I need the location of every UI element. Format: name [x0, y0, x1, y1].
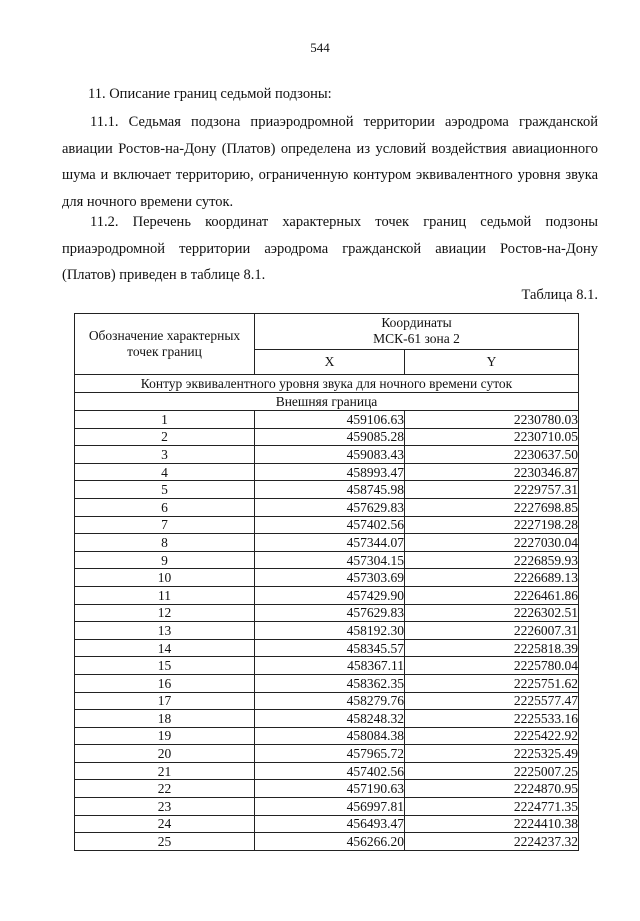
- y-coordinate: 2224410.38: [405, 815, 579, 833]
- table-row: [75, 604, 579, 622]
- point-number: 16: [75, 674, 255, 692]
- x-coordinate: 456997.81: [255, 798, 405, 816]
- table-row: [75, 534, 579, 552]
- x-coordinate: 456493.47: [255, 815, 405, 833]
- point-number: 25: [75, 833, 255, 851]
- y-coordinate: 2227698.85: [405, 498, 579, 516]
- point-number: 9: [75, 551, 255, 569]
- point-number: 11: [75, 586, 255, 604]
- header-points-text: Обозначение характерных точек границ: [88, 328, 241, 359]
- x-coordinate: 457965.72: [255, 745, 405, 763]
- x-coordinate: 458362.35: [255, 674, 405, 692]
- x-coordinate: 457402.56: [255, 516, 405, 534]
- x-coordinate: 458279.76: [255, 692, 405, 710]
- y-coordinate: 2225422.92: [405, 727, 579, 745]
- x-coordinate: 459085.28: [255, 428, 405, 446]
- point-number: 21: [75, 762, 255, 780]
- y-coordinate: 2224771.35: [405, 798, 579, 816]
- table-row: [75, 692, 579, 710]
- header-x: X: [255, 349, 405, 374]
- x-coordinate: 457629.83: [255, 604, 405, 622]
- table-row: [75, 657, 579, 675]
- y-coordinate: 2225533.16: [405, 710, 579, 728]
- y-coordinate: 2230710.05: [405, 428, 579, 446]
- y-coordinate: 2227030.04: [405, 534, 579, 552]
- x-coordinate: 458084.38: [255, 727, 405, 745]
- y-coordinate: 2225751.62: [405, 674, 579, 692]
- point-number: 22: [75, 780, 255, 798]
- contour-title: Контур эквивалентного уровня звука для ночного времени суток: [75, 375, 579, 393]
- x-coordinate: 458345.57: [255, 639, 405, 657]
- y-coordinate: 2225007.25: [405, 762, 579, 780]
- table-row: [75, 710, 579, 728]
- point-number: 19: [75, 727, 255, 745]
- y-coordinate: 2230780.03: [405, 411, 579, 429]
- table-row: [75, 463, 579, 481]
- point-number: 18: [75, 710, 255, 728]
- coordinates-table: [74, 313, 579, 851]
- y-coordinate: 2229757.31: [405, 481, 579, 499]
- point-number: 8: [75, 534, 255, 552]
- point-number: 4: [75, 463, 255, 481]
- paragraph-11-1: [62, 109, 598, 215]
- table-row: [75, 762, 579, 780]
- table-row: [75, 481, 579, 499]
- paragraph-11-2: [62, 209, 598, 289]
- y-coordinate: 2226007.31: [405, 622, 579, 640]
- y-coordinate: 2225325.49: [405, 745, 579, 763]
- table-row: [75, 780, 579, 798]
- x-coordinate: 457402.56: [255, 762, 405, 780]
- y-coordinate: 2226302.51: [405, 604, 579, 622]
- point-number: 7: [75, 516, 255, 534]
- table-row: [75, 727, 579, 745]
- point-number: 5: [75, 481, 255, 499]
- page-number: 544: [310, 40, 330, 55]
- point-number: 2: [75, 428, 255, 446]
- table-row: [75, 833, 579, 851]
- x-coordinate: 457429.90: [255, 586, 405, 604]
- y-coordinate: 2225577.47: [405, 692, 579, 710]
- y-coordinate: 2230346.87: [405, 463, 579, 481]
- point-number: 17: [75, 692, 255, 710]
- table-row: [75, 411, 579, 429]
- section-heading: 11. Описание границ седьмой подзоны:: [88, 86, 332, 102]
- point-number: 10: [75, 569, 255, 587]
- header-coordinates-title: Координаты: [381, 315, 452, 331]
- x-coordinate: 459106.63: [255, 411, 405, 429]
- paragraph-11-1-text: 11.1. Седьмая подзона приаэродромной территории аэродрома гражданской авиации Ростов-на-Дону (Платов) определена из условий воздействия авиационного шума и включает территорию, ограниченную контуром эквивалентного уровня звука для ночного времени суток.: [62, 114, 598, 210]
- header-coordinates-system: МСК-61 зона 2: [373, 331, 460, 347]
- header-coordinates: [255, 314, 579, 350]
- y-coordinate: 2224870.95: [405, 780, 579, 798]
- header-y: Y: [405, 349, 579, 374]
- point-number: 23: [75, 798, 255, 816]
- y-coordinate: 2227198.28: [405, 516, 579, 534]
- table-row: [75, 446, 579, 464]
- table-row: [75, 551, 579, 569]
- point-number: 1: [75, 411, 255, 429]
- x-coordinate: 457629.83: [255, 498, 405, 516]
- y-coordinate: 2226859.93: [405, 551, 579, 569]
- point-number: 20: [75, 745, 255, 763]
- y-coordinate: 2225780.04: [405, 657, 579, 675]
- table-row: [75, 745, 579, 763]
- table-row: [75, 815, 579, 833]
- point-number: 15: [75, 657, 255, 675]
- point-number: 6: [75, 498, 255, 516]
- table-row: [75, 428, 579, 446]
- table-row: [75, 798, 579, 816]
- table-row: [75, 586, 579, 604]
- table-row: [75, 498, 579, 516]
- x-coordinate: 457304.15: [255, 551, 405, 569]
- table-caption: Таблица 8.1.: [521, 287, 598, 303]
- x-coordinate: 458367.11: [255, 657, 405, 675]
- paragraph-11-2-text: 11.2. Перечень координат характерных точек границ седьмой подзоны приаэродромной территории аэродрома гражданской авиации Ростов-на-Дону (Платов) приведен в таблице 8.1.: [62, 214, 598, 283]
- header-points: [75, 314, 255, 375]
- table-row: [75, 569, 579, 587]
- y-coordinate: 2226461.86: [405, 586, 579, 604]
- x-coordinate: 457303.69: [255, 569, 405, 587]
- y-coordinate: 2225818.39: [405, 639, 579, 657]
- point-number: 13: [75, 622, 255, 640]
- table-row: [75, 674, 579, 692]
- x-coordinate: 458993.47: [255, 463, 405, 481]
- point-number: 24: [75, 815, 255, 833]
- x-coordinate: 458192.30: [255, 622, 405, 640]
- table-row: [75, 516, 579, 534]
- point-number: 14: [75, 639, 255, 657]
- x-coordinate: 457190.63: [255, 780, 405, 798]
- x-coordinate: 459083.43: [255, 446, 405, 464]
- y-coordinate: 2226689.13: [405, 569, 579, 587]
- y-coordinate: 2230637.50: [405, 446, 579, 464]
- x-coordinate: 458248.32: [255, 710, 405, 728]
- table-row: [75, 622, 579, 640]
- x-coordinate: 457344.07: [255, 534, 405, 552]
- x-coordinate: 456266.20: [255, 833, 405, 851]
- point-number: 12: [75, 604, 255, 622]
- x-coordinate: 458745.98: [255, 481, 405, 499]
- table-row: [75, 639, 579, 657]
- y-coordinate: 2224237.32: [405, 833, 579, 851]
- boundary-title: Внешняя граница: [75, 393, 579, 411]
- point-number: 3: [75, 446, 255, 464]
